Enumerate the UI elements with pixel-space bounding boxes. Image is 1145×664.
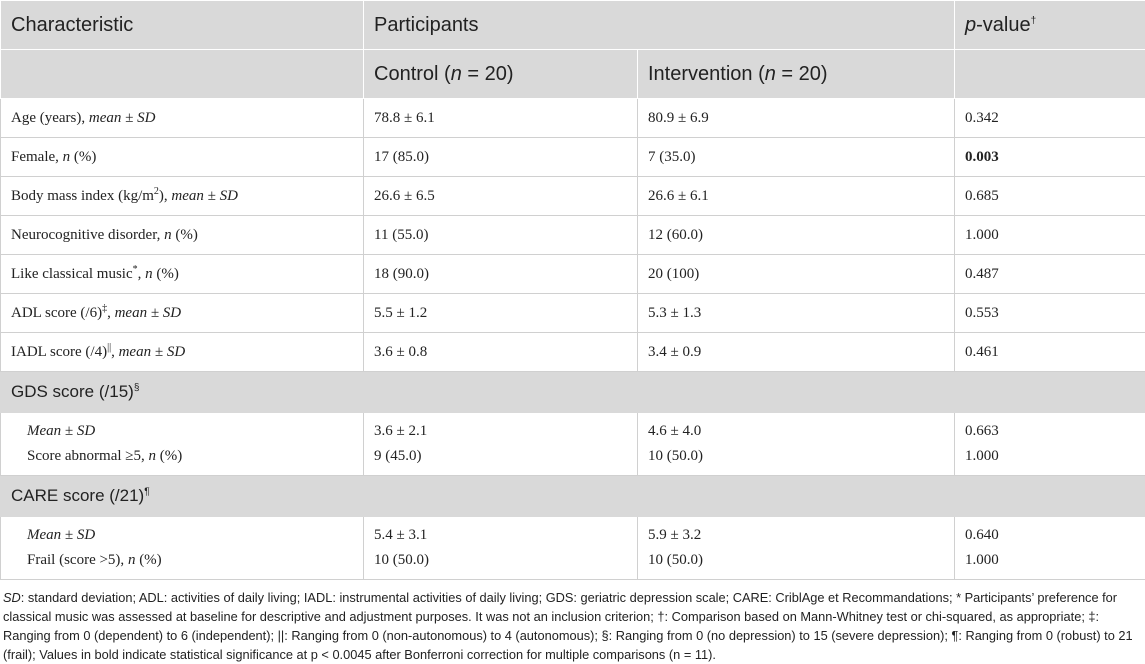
header-empty-right [955, 50, 1145, 99]
gds-control-values [364, 413, 638, 476]
table-row-group-gds [1, 413, 1145, 476]
control-value: 10 (50.0) [374, 548, 627, 573]
table-row [1, 255, 1145, 294]
control-value: 17 (85.0) [364, 138, 638, 177]
gds-labels [1, 413, 364, 476]
row-label: Age (years), mean ± SD [1, 99, 364, 138]
control-value: 3.6 ± 2.1 [374, 419, 627, 444]
care-control-values [364, 517, 638, 580]
p-value: 0.685 [955, 177, 1145, 216]
section-header-care [1, 476, 1145, 517]
control-value: 5.4 ± 3.1 [374, 523, 627, 548]
p-value: 1.000 [955, 216, 1145, 255]
row-label: Body mass index $(kg/m^2)$, mean ± SD [1, 177, 364, 216]
control-value: 26.6 ± 6.5 [364, 177, 638, 216]
section-header-gds [1, 372, 1145, 413]
table-footnote: SD: standard deviation; ADL: activities of daily living; IADL: instrumental activities of daily living; GDS: geriatric depression scale; CARE: CriblAge et Recommandations; * Participants’ preference for classical music was assessed at baseline for descriptive and adjustment purposes. It was not an inclusion criterion; †: Comparison based on Mann-Whitney test or chi-squared, as appropriate; ‡: Ranging from 0 (dependent) to 6 (independent); ||: Ranging from 0 (non-autonomous) to 4 (autonomous); §: Ranging from 0 (no depression) to 15 (severe depression); ¶: Ranging from 0 (robust) to 21 (frail); Values in bold indicate statistical significance at p < 0.0045 after Bonferroni correction for multiple comparisons (n = 11). [0, 580, 1145, 664]
table-row [1, 99, 1145, 138]
row-label: Female, n (%) [1, 138, 364, 177]
intervention-value: 3.4 ± 0.9 [638, 333, 955, 372]
gds-p-values [955, 413, 1145, 476]
row-label: Neurocognitive disorder, n (%) [1, 216, 364, 255]
gds-section-title: GDS score (/15)§ [1, 372, 1145, 413]
p-value-significant: 0.003 [955, 138, 1145, 177]
row-label: Mean ± SD [27, 419, 353, 444]
p-value: 0.487 [955, 255, 1145, 294]
care-p-values [955, 517, 1145, 580]
table-row [1, 177, 1145, 216]
control-value: 18 (90.0) [364, 255, 638, 294]
p-value: 0.663 [965, 419, 1135, 444]
row-label: Like classical music*, n (%) [1, 255, 364, 294]
p-value: 0.342 [955, 99, 1145, 138]
row-label: Score abnormal ≥5, n (%) [27, 444, 353, 469]
intervention-value: 5.3 ± 1.3 [638, 294, 955, 333]
intervention-value: 4.6 ± 4.0 [648, 419, 944, 444]
gds-intervention-values [638, 413, 955, 476]
control-value: 5.5 ± 1.2 [364, 294, 638, 333]
row-label: Mean ± SD [27, 523, 353, 548]
intervention-value: 7 (35.0) [638, 138, 955, 177]
intervention-value: 20 (100) [638, 255, 955, 294]
header-characteristic: Characteristic [1, 1, 364, 50]
p-value: 0.553 [955, 294, 1145, 333]
row-label: ADL score (/6)‡, mean ± SD [1, 294, 364, 333]
intervention-value: 10 (50.0) [648, 444, 944, 469]
intervention-value: 12 (60.0) [638, 216, 955, 255]
header-p-value: p-value† [955, 1, 1145, 50]
header-control: Control (n = 20) [364, 50, 638, 99]
p-value: 0.640 [965, 523, 1135, 548]
control-value: 78.8 ± 6.1 [364, 99, 638, 138]
table-row-group-care [1, 517, 1145, 580]
care-labels [1, 517, 364, 580]
table-row [1, 294, 1145, 333]
row-label: IADL score (/4)||, mean ± SD [1, 333, 364, 372]
table-row [1, 138, 1145, 177]
care-intervention-values [638, 517, 955, 580]
intervention-value: 80.9 ± 6.9 [638, 99, 955, 138]
control-value: 3.6 ± 0.8 [364, 333, 638, 372]
header-intervention: Intervention (n = 20) [638, 50, 955, 99]
table-row [1, 333, 1145, 372]
care-section-title: CARE score (/21)¶ [1, 476, 1145, 517]
p-value: 1.000 [965, 548, 1135, 573]
p-value: 0.461 [955, 333, 1145, 372]
control-value: 11 (55.0) [364, 216, 638, 255]
p-value: 1.000 [965, 444, 1135, 469]
intervention-value: 26.6 ± 6.1 [638, 177, 955, 216]
table-row [1, 216, 1145, 255]
control-value: 9 (45.0) [374, 444, 627, 469]
intervention-value: 10 (50.0) [648, 548, 944, 573]
header-participants: Participants [364, 1, 955, 50]
row-label: Frail (score >5), n (%) [27, 548, 353, 573]
header-empty-left [1, 50, 364, 99]
intervention-value: 5.9 ± 3.2 [648, 523, 944, 548]
